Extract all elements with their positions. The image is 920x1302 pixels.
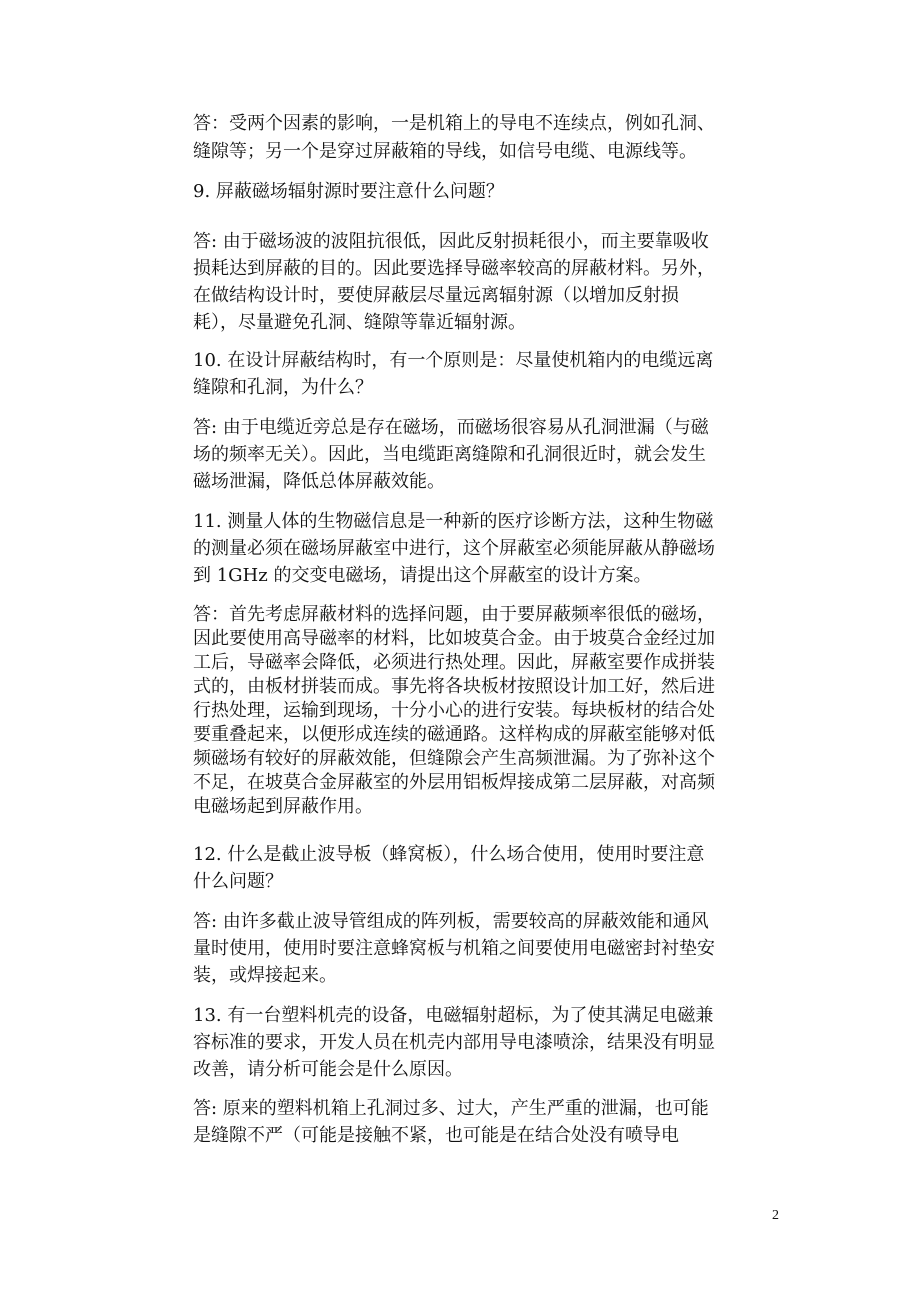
question-13 — [193, 1002, 753, 1083]
text-line: 场的频率无关）。因此，当电缆距离缝隙和孔洞很近时，就会发生 — [193, 444, 706, 465]
text-line: 是缝隙不严（可能是接触不紧，也可能是在结合处没有喷导电 — [193, 1125, 679, 1146]
text-line: 答: 由于电缆近旁总是存在磁场，而磁场很容易从孔洞泄漏（与磁 — [193, 417, 709, 438]
text-line: 工后，导磁率会降低，必须进行热处理。因此，屏蔽室要作成拼装 — [193, 652, 715, 673]
answer-9 — [193, 228, 753, 336]
text-line: 答: 原来的塑料机箱上孔洞过多、过大，产生严重的泄漏，也可能 — [193, 1098, 709, 1119]
text-line: 因此要使用高导磁率的材料，比如坡莫合金。由于坡莫合金经过加 — [193, 628, 715, 649]
text-line: 缝隙等；另一个是穿过屏蔽箱的导线，如信号电缆、电源线等。 — [193, 141, 697, 162]
text-line: 什么问题？ — [193, 871, 283, 892]
text-line: 到 1GHz 的交变电磁场，请提出这个屏蔽室的设计方案。 — [193, 565, 652, 586]
answer-12 — [193, 908, 753, 989]
text-line: 的测量必须在磁场屏蔽室中进行，这个屏蔽室必须能屏蔽从静磁场 — [193, 538, 715, 559]
answer-11 — [193, 603, 753, 819]
text-line: 缝隙和孔洞，为什么？ — [193, 377, 373, 398]
text-line: 不足，在坡莫合金屏蔽室的外层用铝板焊接成第二层屏蔽，对高频 — [193, 772, 715, 793]
text-line: 在做结构设计时，要使屏蔽层尽量远离辐射源（以增加反射损 — [193, 285, 679, 306]
text-line: 磁场泄漏，降低总体屏蔽效能。 — [193, 471, 445, 492]
text-line: 改善，请分析可能会是什么原因。 — [193, 1059, 463, 1080]
text-line: 9. 屏蔽磁场辐射源时要注意什么问题？ — [193, 181, 504, 202]
question-9 — [193, 178, 753, 205]
text-line: 损耗达到屏蔽的目的。因此要选择导磁率较高的屏蔽材料。另外， — [193, 258, 715, 279]
question-11 — [193, 508, 753, 589]
text-line: 答：首先考虑屏蔽材料的选择问题，由于要屏蔽频率很低的磁场， — [193, 604, 715, 625]
text-line: 电磁场起到屏蔽作用。 — [193, 796, 373, 817]
page-number: 2 — [772, 1208, 779, 1223]
text-line: 容标准的要求，开发人员在机壳内部用导电漆喷涂，结果没有明显 — [193, 1032, 715, 1053]
text-line: 10. 在设计屏蔽结构时，有一个原则是：尽量使机箱内的电缆远离 — [193, 350, 714, 371]
text-line: 11. 测量人体的生物磁信息是一种新的医疗诊断方法，这种生物磁 — [193, 511, 714, 532]
text-line: 13. 有一台塑料机壳的设备，电磁辐射超标，为了使其满足电磁兼 — [193, 1005, 714, 1026]
answer-13 — [193, 1095, 753, 1149]
text-line: 行热处理，运输到现场，十分小心的进行安装。每块板材的结合处 — [193, 700, 715, 721]
question-10 — [193, 347, 753, 401]
text-line: 答: 由于磁场波的波阻抗很低，因此反射损耗很小，而主要靠吸收 — [193, 231, 709, 252]
answer-paragraph — [193, 110, 753, 166]
text-line: 式的，由板材拼装而成。事先将各块板材按照设计加工好，然后进 — [193, 676, 715, 697]
text-line: 12. 什么是截止波导板（蜂窝板），什么场合使用，使用时要注意 — [193, 844, 705, 865]
text-line: 频磁场有较好的屏蔽效能，但缝隙会产生高频泄漏。为了弥补这个 — [193, 748, 715, 769]
text-line: 装，或焊接起来。 — [193, 965, 337, 986]
text-line: 答：受两个因素的影响，一是机箱上的导电不连续点，例如孔洞、 — [193, 113, 715, 134]
question-12 — [193, 841, 753, 895]
text-line: 耗），尽量避免孔洞、缝隙等靠近辐射源。 — [193, 312, 526, 333]
answer-10 — [193, 414, 753, 495]
text-line: 答: 由许多截止波导管组成的阵列板，需要较高的屏蔽效能和通风 — [193, 911, 709, 932]
text-line: 量时使用，使用时要注意蜂窝板与机箱之间要使用电磁密封衬垫安 — [193, 938, 715, 959]
text-line: 要重叠起来，以便形成连续的磁通路。这样构成的屏蔽室能够对低 — [193, 724, 715, 745]
